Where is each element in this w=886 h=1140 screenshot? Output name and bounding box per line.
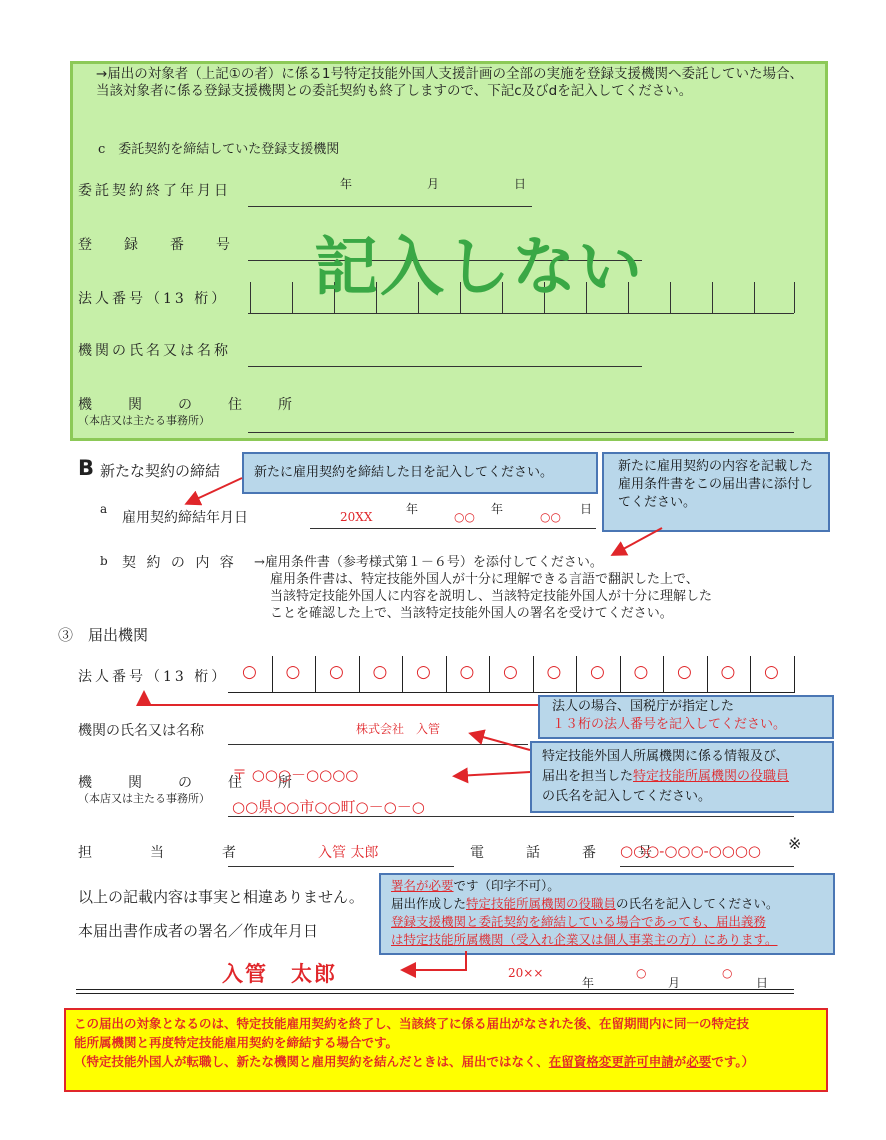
doc-callout: 新たに雇用契約の内容を記載した雇用条件書をこの届出書に添付してください。 xyxy=(602,452,830,532)
contract-month-value: ○○ xyxy=(454,510,475,524)
corp-digit[interactable]: ○ xyxy=(416,662,431,682)
person-label: 担 当 者 xyxy=(78,845,240,861)
end-day: 日 xyxy=(514,177,527,191)
b-b-mark: b xyxy=(100,554,108,568)
end-year: 年 xyxy=(340,177,353,191)
contract-content-line1: →雇用条件書（参考様式第１－６号）を添付してください。 xyxy=(254,555,603,570)
corp-digit[interactable]: ○ xyxy=(285,662,301,682)
section-b-title: 新たな契約の締結 xyxy=(100,462,221,480)
contract-content-line2: 雇用条件書は、特定技能外国人が十分に理解できる言語で翻訳した上で、 xyxy=(270,572,699,587)
footer-line3: （特定技能外国人が転職し、新たな機関と雇用契約を結んだときは、届出ではなく、在留資格変更許可申請が必要です。） xyxy=(74,1054,755,1069)
end-month: 月 xyxy=(427,177,440,191)
corp-digit[interactable]: ○ xyxy=(633,662,649,682)
org-name-label: 機関の氏名又は名称 xyxy=(78,723,204,739)
b-a-mark: a xyxy=(100,502,108,516)
corp-digit[interactable]: ○ xyxy=(242,662,257,682)
decl-year-unit: 年 xyxy=(582,976,595,990)
corp-digit[interactable]: ○ xyxy=(329,662,344,682)
declaration-line2: 本届出書作成者の署名／作成年月日 xyxy=(78,922,319,940)
corp-callout: 法人の場合、国税庁が指定した １３桁の法人番号を記入してください。 xyxy=(538,695,834,739)
declaration-line1: 以上の記載内容は事実と相違ありません。 xyxy=(78,888,364,906)
contract-date-label: 雇用契約締結年月日 xyxy=(122,510,248,526)
decl-day-value: ○ xyxy=(722,966,733,980)
corp-digit[interactable]: ○ xyxy=(459,662,475,682)
c-label: c 委託契約を締結していた登録支援機関 xyxy=(98,142,340,157)
address-arrow xyxy=(456,772,530,776)
contract-content-line4: ことを確認した上で、当該特定技能外国人の署名を受けてください。 xyxy=(270,606,673,621)
corp-digit[interactable]: ○ xyxy=(590,662,605,682)
corp-digit[interactable]: ○ xyxy=(372,662,388,682)
contract-day-unit: 日 xyxy=(580,502,593,516)
green-corp-number-label: 法人番号（13 桁） xyxy=(78,291,229,307)
person-value: 入管 太郎 xyxy=(318,845,379,861)
decl-year-value: 20×× xyxy=(508,966,544,980)
decl-month-unit: 月 xyxy=(668,976,681,990)
date-callout: 新たに雇用契約を締結した日を記入してください。 xyxy=(242,452,598,494)
reg-number-label: 登 録 番 号 xyxy=(78,237,239,253)
contract-content-line3: 当該特定技能外国人に内容を説明し、当該特定技能外国人が十分に理解した xyxy=(270,589,713,604)
contract-content-label: 契 約 の 内 容 xyxy=(122,555,237,571)
section-3-title: ③ 届出機関 xyxy=(58,626,149,644)
corp-number-label: 法人番号（13 桁） xyxy=(78,669,229,685)
corp-arrow xyxy=(144,694,538,705)
phone-label: 電 話 番 号 xyxy=(470,845,666,861)
green-org-name-label: 機関の氏名又は名称 xyxy=(78,343,231,359)
phone-value: ○○○-○○○-○○○○ xyxy=(620,842,762,860)
corp-digit[interactable]: ○ xyxy=(503,662,518,682)
date-arrow xyxy=(188,478,242,503)
contract-day-value: ○○ xyxy=(540,510,561,524)
green-address-label: 機 関 の 住 所 xyxy=(78,397,303,413)
corp-digit[interactable]: ○ xyxy=(720,662,736,682)
contract-month-unit: 年 xyxy=(491,502,504,516)
signature-arrow xyxy=(404,951,466,970)
address-value: ○○県○○市○○町○－○－○ xyxy=(232,798,425,816)
footer-line2: 能所属機関と再度特定技能雇用契約を締結する場合です。 xyxy=(74,1035,399,1050)
org-name-arrow xyxy=(472,734,530,750)
green-address-sub: （本店又は主たる事務所） xyxy=(78,414,210,427)
footer-line1: この届出の対象となるのは、特定技能雇用契約を終了し、当該終了に係る届出がなされた後、在留期間内に同一の特定技 xyxy=(74,1016,750,1031)
green-note: →届出の対象者（上記①の者）に係る1号特定技能外国人支援計画の全部の実施を登録支援機関へ委託していた場合、当該対象者に係る登録支援機関との委託契約も終了しますので、下記c及びdを記入してください。 xyxy=(96,66,804,99)
doc-arrow xyxy=(614,528,662,554)
signature-callout: 署名が必要です（印字不可）。 届出作成した特定技能所属機関の役職員の氏名を記入してください。 登録支援機関と委託契約を締結している場合であっても、届出義務 は特定技能所属機関（受入れ企業又は個人事業主の方）にあります。 xyxy=(379,873,835,955)
org-name-value: 株式会社 入管 xyxy=(356,722,441,736)
corp-digit[interactable]: ○ xyxy=(764,662,779,682)
corp-digit[interactable]: ○ xyxy=(546,662,562,682)
address-sub: （本店又は主たる事務所） xyxy=(78,792,210,805)
phone-note-mark: ※ xyxy=(788,834,802,853)
postal-value: 〒 ○○○－○○○○ xyxy=(232,766,359,784)
org-callout: 特定技能外国人所属機関に係る情報及び、 届出を担当した特定技能所属機関の役職員 の氏名を記入してください。 xyxy=(530,741,834,813)
address-label: 機 関 の 住 所 xyxy=(78,775,303,791)
contract-year-value: 20XX xyxy=(340,510,373,524)
signature[interactable]: 入管 太郎 xyxy=(222,961,337,986)
do-not-fill-stamp: 記入しない xyxy=(314,231,644,305)
end-date-label: 委託契約終了年月日 xyxy=(78,183,231,199)
decl-day-unit: 日 xyxy=(756,976,769,990)
corp-digit[interactable]: ○ xyxy=(677,662,692,682)
decl-month-value: ○ xyxy=(636,966,647,980)
contract-year-unit: 年 xyxy=(406,502,419,516)
section-b-letter: B xyxy=(78,456,95,480)
